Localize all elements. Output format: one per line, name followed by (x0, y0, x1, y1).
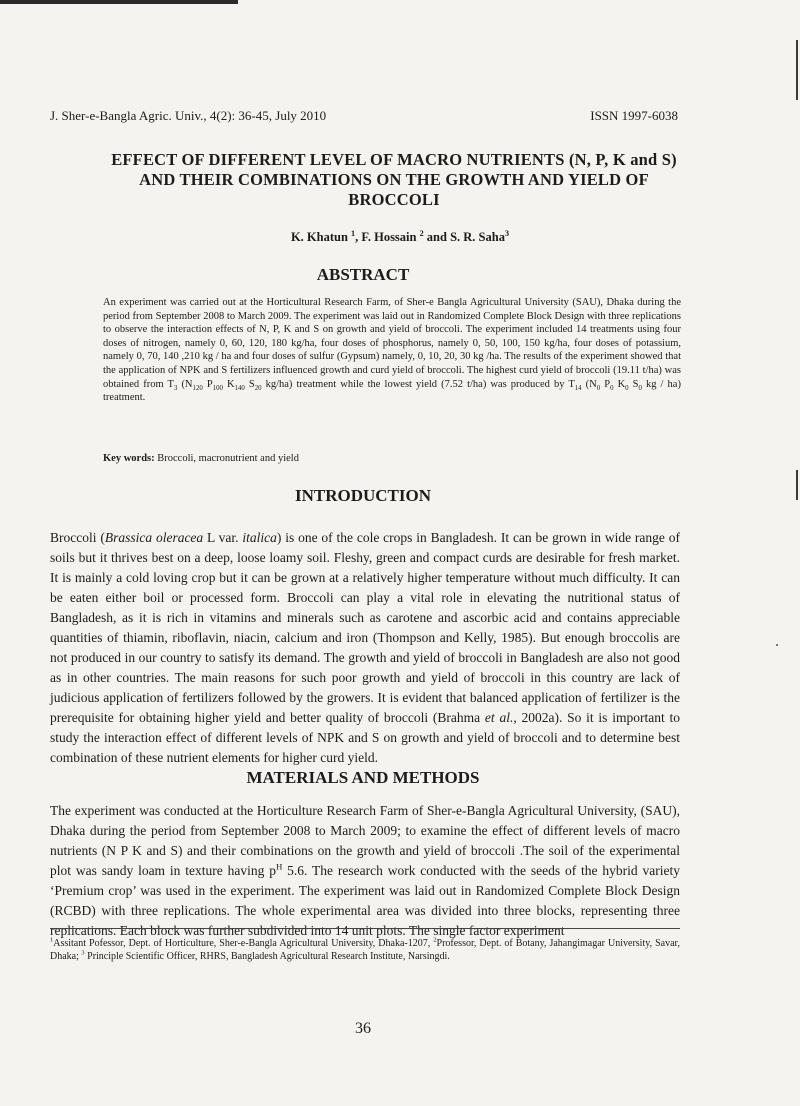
author-name: K. Khatun (290, 230, 352, 244)
keywords-list: Broccoli, macronutrient and yield (154, 453, 299, 464)
paper-title (50, 150, 738, 210)
methods-heading: MATERIALS AND METHODS (246, 768, 480, 787)
keywords (103, 453, 681, 464)
affiliation-mark: 3 (504, 228, 510, 238)
journal-citation: J. Sher-e-Bangla Agric. Univ., 4(2): 36-45, July 2010 (50, 108, 327, 123)
running-header (50, 108, 678, 124)
author-name: , F. Hossain (355, 230, 420, 244)
introduction-paragraph: Broccoli (Brassica oleracea L var. italica) is one of the cole crops in Bangladesh. It can be grown in wide range of soils but it thrives best on a deep, loose loamy soil. Fleshy, green and compact curds are desirable for fresh market. It is mainly a cold loving crop but it can be grown at a relatively higher temperature without much difficulty. It can be eaten either boil or processed form. Broccoli can play a vital role in elevating the nutritional status of Bangladesh, as it is rich in vitamins and minerals such as carotene and ascorbic acid and contains appreciable quantities of thiamin, riboflavin, niacin, calcium and iron (Thompson and Kelly, 1985). But enough broccolis are not produced in our country to satisfy its demand. The growth and yield of broccoli in Bangladesh are also not good as in other countries. The main reasons for such poor growth and yield of broccoli in this country are lack of judicious application of fertilizers followed by the growers. It is evident that balanced application of fertilizer is the prerequisite for obtaining higher yield and better quality of broccoli (Brahma et al., 2002a). So it is important to study the interaction effect of different levels of NPK and S on growth and yield of broccoli and to determine best combination of these nutrient elements for higher curd yield. (50, 530, 680, 765)
author-name: and S. R. Saha (423, 230, 505, 244)
affiliation-footnote: $^1$Assitant Pofessor, Dept. of Horticulture, Sher-e-Bangla Agricultural University, Dhaka-1207, $^2$Professor, Dept. of Botany, Jahangimagar University, Savar, Dhaka; $^3$ Principle Scientific Officer, RHRS, Bangladesh Agricultural Research Institute, Narsingdi. (50, 936, 680, 962)
methods-paragraph: The experiment was conducted at the Horticulture Research Farm of Sher-e-Bangla Agricultural University, (SAU), Dhaka during the period from September 2008 to March 2009; to examine the effect of different levels of macro nutrients (N P K and S) and their combinations on the growth and yield of broccoli .The soil of the experimental plot was sandy loam in texture having $p^H$ 5.6. The research work conducted with the seeds of the hybrid variety ‘Premium crop’ was used in the experiment. The experiment was laid out in Randomized Complete Block Design (RCBD) with three replications. The whole experimental area was divided into three blocks, representing three replications. Each block was further subdivided into 14 unit plots. The single factor experiment (50, 803, 680, 938)
scan-speck (776, 644, 778, 646)
page-number: 36 (355, 1020, 371, 1037)
abstract-text: An experiment was carried out at the Horticultural Research Farm, of Sher-e Bangla Agricultural University (SAU), Dhaka during the period from September 2008 to March 2009. The experiment was laid out in Randomized Complete Block Design with three replications to observe the interaction effects of N, P, K and S on growth and yield of broccoli. The experiment included 14 treatments using four doses of nitrogen, namely 0, 60, 120, 180 kg/ha, four doses of phosphorus, namely 0, 50, 100, 150 kg/ha, four doses of potassium, namely 0, 70, 140 ,210 kg / ha and four doses of sulfur (Gypsum) namely, 0, 10, 20, 30 kg /ha. The results of the experiment showed that the application of NPK and S fertilizers influenced growth and curd yield of broccoli. The highest curd yield of broccoli (19.11 t/ha) was obtained from $T_3$ ($N_{120}$ $P_{100}$ $K_{140}$ $S_{20}$ kg/ha) treatment while the lowest yield (7.52 t/ha) was produced by $T_{14}$ ($N_0$ $P_0$ $K_0$ $S_0$ kg / ha) treatment. (103, 297, 681, 404)
title-line: EFFECT OF DIFFERENT LEVEL OF MACRO NUTRIENTS (N, P, K and S) (111, 150, 677, 169)
title-line: BROCCOLI (348, 190, 440, 209)
scan-edge-mark (796, 40, 798, 100)
footnote-divider (50, 928, 680, 929)
introduction-heading: INTRODUCTION (294, 486, 432, 505)
abstract-heading: ABSTRACT (316, 265, 410, 284)
title-line: AND THEIR COMBINATIONS ON THE GROWTH AND YIELD OF (139, 170, 649, 189)
scan-top-bar (0, 0, 238, 4)
affiliation-mark: 1 (351, 228, 356, 238)
affiliation-mark: 2 (419, 228, 424, 238)
author-list (0, 230, 800, 245)
keywords-label: Key words: (103, 453, 155, 464)
scan-edge-mark (796, 470, 798, 500)
issn: ISSN 1997-6038 (590, 108, 678, 123)
